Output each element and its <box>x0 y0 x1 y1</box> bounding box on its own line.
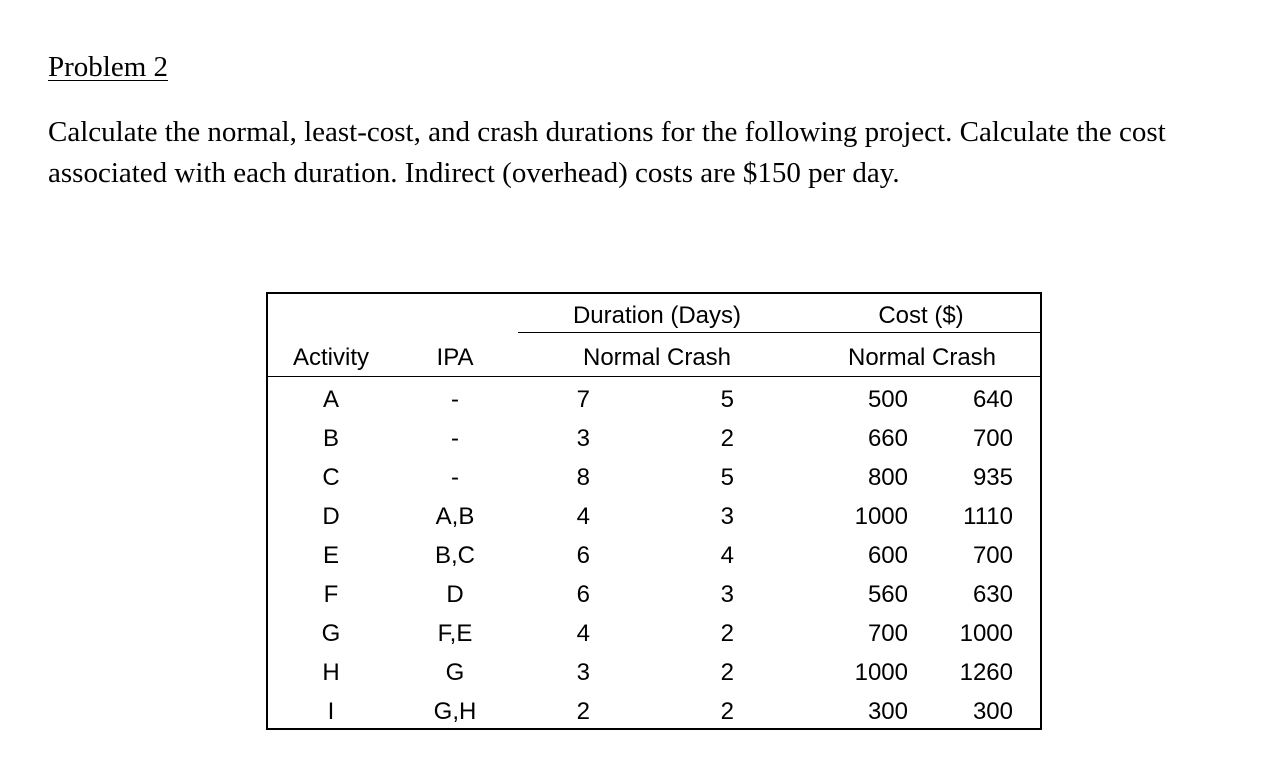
ipa-cell: D <box>446 581 464 608</box>
normal-duration-cell: 3 <box>576 659 590 686</box>
normal-duration-cell: 3 <box>576 425 590 452</box>
crash-cost-cell: 1000 <box>959 620 1013 647</box>
activity-cell: I <box>327 698 335 725</box>
problem-heading: Problem 2 <box>48 51 169 83</box>
normal-cost-cell: 300 <box>867 698 908 725</box>
normal-cost-cell: 660 <box>867 425 908 452</box>
normal-cost-cell: 700 <box>867 620 908 647</box>
normal-duration-cell: 7 <box>576 386 590 413</box>
ipa-column-header: IPA <box>436 344 474 371</box>
normal-duration-cell: 2 <box>576 698 590 725</box>
ipa-cell: - <box>451 425 459 452</box>
crash-duration-cell: 4 <box>720 542 734 569</box>
duration-subheader: Normal Crash <box>582 344 732 371</box>
activity-column-header: Activity <box>292 344 370 371</box>
activity-cell: D <box>322 503 340 530</box>
group-header-rule <box>518 332 1040 333</box>
header-rule <box>268 376 1040 377</box>
normal-cost-cell: 800 <box>867 464 908 491</box>
activity-cell: F <box>323 581 339 608</box>
crash-duration-cell: 3 <box>720 503 734 530</box>
crash-cost-cell: 300 <box>972 698 1013 725</box>
activity-table <box>266 292 1042 730</box>
crash-duration-cell: 2 <box>720 425 734 452</box>
problem-statement-line-1: Calculate the normal, least-cost, and crash durations for the following project. Calculate the cost <box>48 116 1166 148</box>
activity-cell: G <box>321 620 341 647</box>
crash-duration-cell: 2 <box>720 698 734 725</box>
crash-cost-cell: 700 <box>972 542 1013 569</box>
normal-duration-cell: 8 <box>576 464 590 491</box>
crash-cost-cell: 1110 <box>963 503 1013 530</box>
ipa-cell: G,H <box>433 698 477 725</box>
crash-cost-cell: 630 <box>972 581 1013 608</box>
activity-cell: A <box>322 386 340 413</box>
normal-cost-cell: 600 <box>867 542 908 569</box>
problem-statement-line-2: associated with each duration. Indirect (overhead) costs are $150 per day. <box>48 157 900 189</box>
normal-cost-cell: 560 <box>867 581 908 608</box>
normal-duration-cell: 4 <box>576 620 590 647</box>
activity-cell: C <box>322 464 340 491</box>
ipa-cell: G <box>445 659 465 686</box>
activity-cell: B <box>322 425 340 452</box>
ipa-cell: - <box>451 464 459 491</box>
normal-cost-cell: 1000 <box>854 659 908 686</box>
normal-duration-cell: 6 <box>576 581 590 608</box>
crash-cost-cell: 935 <box>972 464 1013 491</box>
normal-duration-cell: 4 <box>576 503 590 530</box>
cost-group-header: Cost ($) <box>878 302 964 329</box>
crash-duration-cell: 5 <box>720 386 734 413</box>
activity-cell: H <box>322 659 340 686</box>
normal-cost-cell: 1000 <box>854 503 908 530</box>
ipa-cell: A,B <box>435 503 475 530</box>
crash-duration-cell: 5 <box>720 464 734 491</box>
crash-duration-cell: 3 <box>720 581 734 608</box>
duration-group-header: Duration (Days) <box>572 302 742 329</box>
normal-duration-cell: 6 <box>576 542 590 569</box>
problem-statement <box>48 112 1284 194</box>
crash-cost-cell: 700 <box>972 425 1013 452</box>
normal-cost-cell: 500 <box>867 386 908 413</box>
activity-cell: E <box>322 542 340 569</box>
cost-subheader: Normal Crash <box>847 344 997 371</box>
crash-duration-cell: 2 <box>720 659 734 686</box>
ipa-cell: B,C <box>434 542 476 569</box>
ipa-cell: - <box>451 386 459 413</box>
crash-duration-cell: 2 <box>720 620 734 647</box>
ipa-cell: F,E <box>437 620 473 647</box>
crash-cost-cell: 1260 <box>959 659 1013 686</box>
crash-cost-cell: 640 <box>972 386 1013 413</box>
